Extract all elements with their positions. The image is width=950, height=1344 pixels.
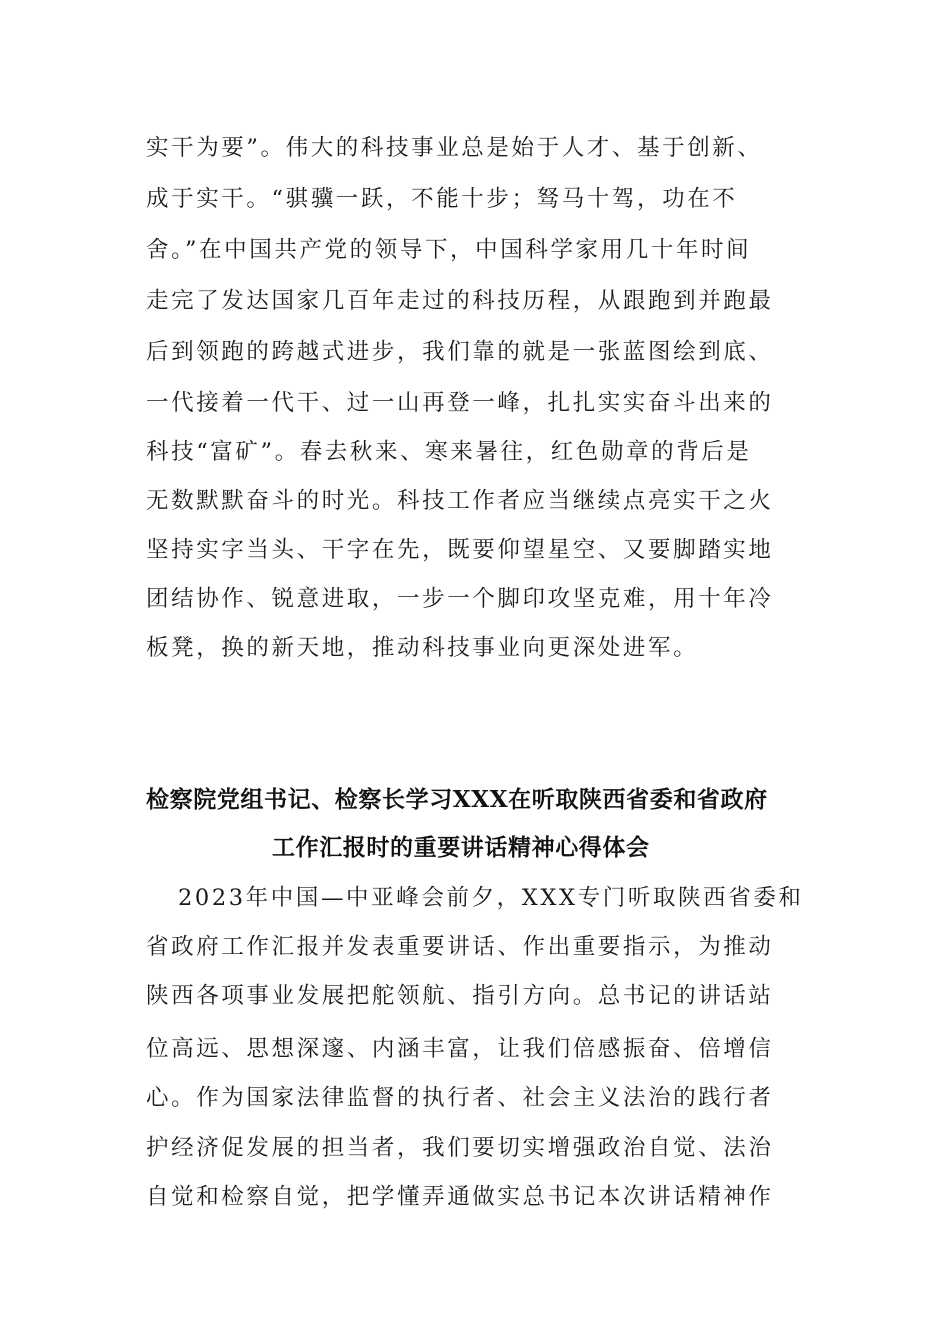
paragraph-line: 心。作为国家法律监督的执行者、社会主义法治的践行者 bbox=[146, 1085, 774, 1111]
paragraph-line: 陕西各项事业发展把舵领航、指引方向。总书记的讲话站 bbox=[146, 983, 774, 1009]
paragraph-line: 2023年中国—中亚峰会前夕，XXX专门听取陕西省委和 bbox=[178, 885, 804, 911]
paragraph-line: 走完了发达国家几百年走过的科技历程，从跟跑到并跑最 bbox=[146, 288, 774, 314]
article-title-line-1: 检察院党组书记、检察长学习XXX在听取陕西省委和省政府 bbox=[146, 786, 768, 813]
paragraph-line: 一代接着一代干、过一山再登一峰，扎扎实实奋斗出来的 bbox=[146, 390, 774, 416]
paragraph-line: 板凳，换的新天地，推动科技事业向更深处进军。 bbox=[146, 635, 699, 661]
paragraph-line: 成于实干。“骐骥一跃，不能十步；驽马十驾，功在不 bbox=[146, 186, 738, 212]
paragraph-line: 后到领跑的跨越式进步，我们靠的就是一张蓝图绘到底、 bbox=[146, 339, 774, 365]
paragraph-line: 无数默默奋斗的时光。科技工作者应当继续点亮实干之火 bbox=[146, 488, 774, 514]
paragraph-line: 护经济促发展的担当者，我们要切实增强政治自觉、法治 bbox=[146, 1135, 774, 1161]
paragraph-line: 团结协作、锐意进取，一步一个脚印攻坚克难，用十年冷 bbox=[146, 586, 774, 612]
paragraph-line: 位高远、思想深邃、内涵丰富，让我们倍感振奋、倍增信 bbox=[146, 1036, 774, 1062]
paragraph-line: 省政府工作汇报并发表重要讲话、作出重要指示，为推动 bbox=[146, 934, 774, 960]
paragraph-line: 坚持实字当头、干字在先，既要仰望星空、又要脚踏实地 bbox=[146, 537, 774, 563]
paragraph-line: 自觉和检察自觉，把学懂弄通做实总书记本次讲话精神作 bbox=[146, 1184, 774, 1210]
paragraph-line: 科技“富矿”。春去秋来、寒来暑往，红色勋章的背后是 bbox=[146, 439, 752, 465]
paragraph-line: 实干为要”。伟大的科技事业总是始于人才、基于创新、 bbox=[146, 135, 763, 161]
paragraph-line: 舍。”在中国共产党的领导下，中国科学家用几十年时间 bbox=[146, 237, 752, 263]
article-title-line-2: 工作汇报时的重要讲话精神心得体会 bbox=[272, 834, 650, 861]
